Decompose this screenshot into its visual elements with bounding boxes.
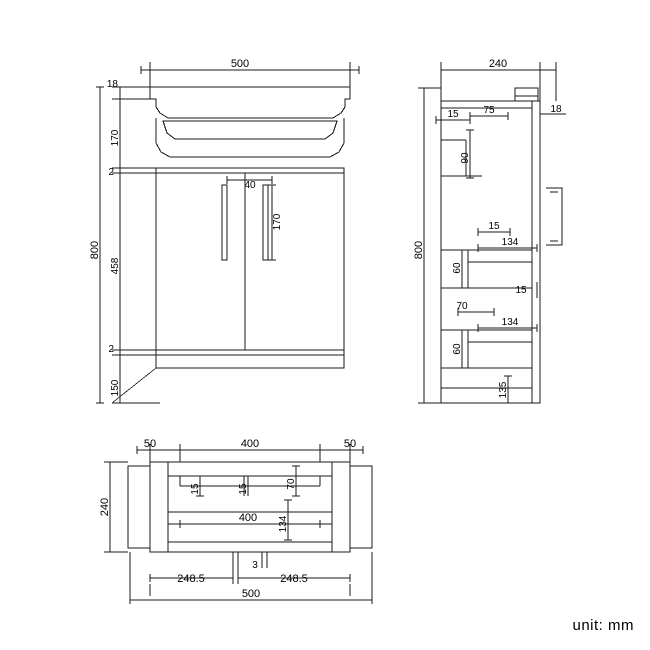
dim-plan-rail-b: 15 xyxy=(238,483,249,495)
dim-side-upper-shelf: 134 xyxy=(501,237,519,248)
dim-front-door-height: 458 xyxy=(110,257,121,275)
front-elevation-geometry xyxy=(150,87,350,368)
dim-side-panel-depth: 90 xyxy=(460,152,471,164)
dim-side-lower-offset: 70 xyxy=(456,301,468,312)
dim-side-lip-right: 18 xyxy=(550,104,562,115)
dim-plan-depth: 240 xyxy=(99,497,111,517)
dim-plan-rail-c: 70 xyxy=(286,478,297,490)
dim-plan-center-width: 400 xyxy=(240,438,260,450)
dim-side-lower-shelf: 134 xyxy=(501,317,519,328)
dim-side-upper-offset: 15 xyxy=(488,221,500,232)
dim-front-width-top: 500 xyxy=(230,58,250,70)
dim-front-gap-bottom: 2 xyxy=(108,344,114,355)
dim-front-gap-top: 2 xyxy=(108,167,114,178)
dim-plan-total-width: 500 xyxy=(241,588,261,600)
dim-plan-right-half: 248.5 xyxy=(280,573,308,585)
dim-front-handle-offset: 40 xyxy=(244,180,256,191)
dimension-labels xyxy=(89,58,562,600)
dim-side-upper-height: 60 xyxy=(452,262,463,274)
dim-plan-inner-width: 400 xyxy=(238,512,258,524)
dim-side-plinth: 135 xyxy=(498,381,509,399)
dim-plan-left-end: 50 xyxy=(143,438,157,450)
dim-side-lower-height: 60 xyxy=(452,343,463,355)
dim-front-total-height: 800 xyxy=(89,240,101,260)
dim-plan-inner-depth: 134 xyxy=(278,515,289,533)
dim-plan-left-half: 248.5 xyxy=(177,573,205,585)
dim-front-plinth-height: 150 xyxy=(110,379,121,397)
dim-front-basin-lip: 18 xyxy=(106,79,118,90)
dim-plan-gap: 3 xyxy=(252,560,258,571)
dim-side-lip-left: 15 xyxy=(447,109,459,120)
unit-note: unit: mm xyxy=(572,617,634,634)
dim-plan-right-end: 50 xyxy=(343,438,357,450)
dim-plan-rail-a: 15 xyxy=(190,483,201,495)
dim-side-total-height: 800 xyxy=(413,240,425,260)
dim-side-depth-top: 240 xyxy=(488,58,508,70)
dim-side-upper-gap: 15 xyxy=(515,285,527,296)
dim-side-shelf-top: 75 xyxy=(483,105,495,116)
dim-front-basin-height: 170 xyxy=(110,129,121,147)
dim-front-handle-length: 170 xyxy=(272,213,283,231)
